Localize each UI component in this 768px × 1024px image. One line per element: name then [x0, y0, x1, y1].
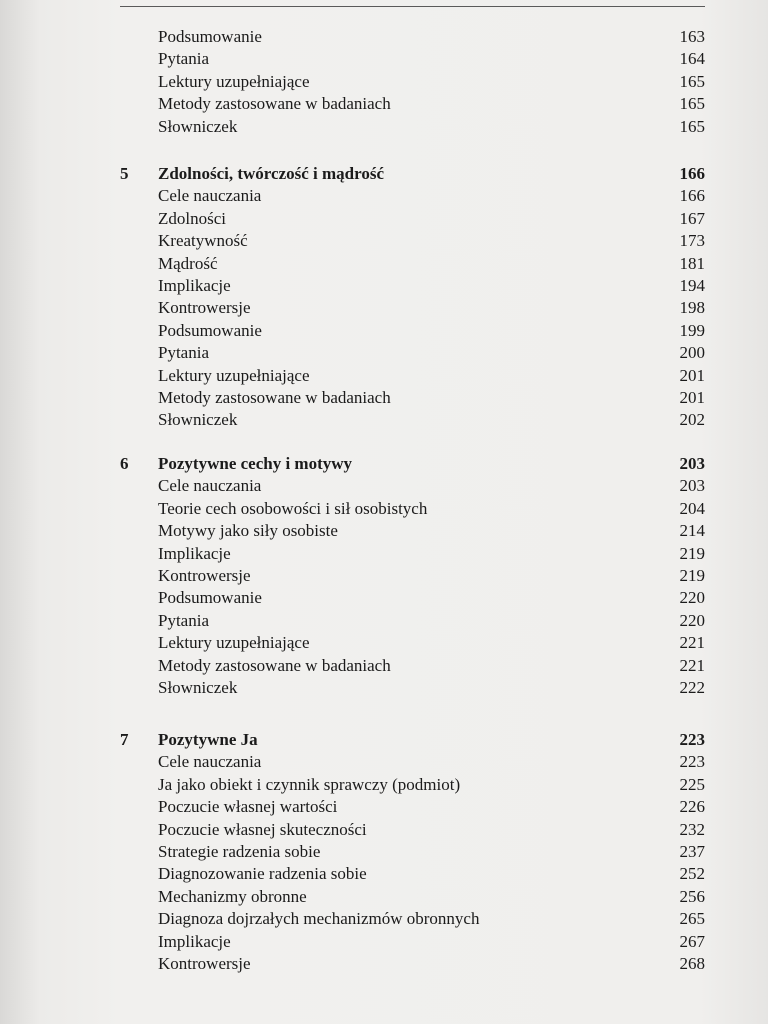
chapter-title: Zdolności, twórczość i mądrość [158, 164, 385, 183]
toc-entry [120, 587, 705, 609]
toc-entry-title: Mechanizmy obronne [158, 886, 307, 906]
toc-entry-page-number: 237 [679, 842, 705, 861]
toc-entry-page-number: 194 [679, 276, 705, 295]
toc-entry [120, 655, 705, 677]
toc-entry-title: Lektury uzupełniające [158, 71, 310, 91]
toc-entry-page-number: 181 [679, 253, 705, 273]
toc-entry [120, 610, 705, 632]
toc-entry [120, 632, 705, 654]
toc-entry-title: Pytania [158, 49, 209, 69]
toc-entry-title: Implikacje [158, 931, 231, 951]
toc-entry [120, 796, 705, 818]
toc-entry-title: Lektury uzupełniające [158, 633, 310, 653]
toc-entry [120, 409, 705, 431]
toc-entry [120, 498, 705, 520]
toc-entry [120, 520, 705, 542]
toc-entry [120, 116, 705, 138]
toc-entry [120, 863, 705, 885]
toc-entry [120, 387, 705, 409]
toc-entry-page-number: 202 [679, 410, 705, 430]
toc-entry-title: Mądrość [158, 253, 218, 273]
toc-entry-page-number: 166 [679, 186, 705, 206]
chapter-title: Pozytywne cechy i motywy [158, 454, 353, 473]
toc-entry-page-number: 200 [679, 343, 705, 363]
toc-entry-title: Cele nauczania [158, 476, 262, 496]
chapter-number: 5 [120, 164, 129, 183]
toc-entry-page-number: 165 [679, 71, 705, 91]
toc-entry-page-number: 167 [679, 208, 705, 228]
toc-entry [120, 93, 705, 115]
chapter-heading [120, 729, 705, 751]
toc-entry [120, 48, 705, 70]
toc-entry-title: Kontrowersje [158, 298, 251, 318]
toc-entry [120, 475, 705, 497]
toc-entry-title: Ja jako obiekt i czynnik sprawczy (podmiot) [158, 774, 461, 794]
toc-entry [120, 931, 705, 953]
toc-entry-page-number: 198 [679, 298, 705, 318]
toc-entry-page-number: 201 [679, 388, 705, 407]
toc-entry-page-number: 219 [679, 543, 705, 563]
chapter-number: 6 [120, 454, 129, 473]
toc-entry-page-number: 201 [679, 365, 705, 385]
toc-entry-page-number: 199 [679, 320, 705, 340]
toc-entry-title: Podsumowanie [158, 320, 262, 340]
toc-entry-title: Diagnoza dojrzałych mechanizmów obronnych [158, 909, 480, 929]
toc-entry-page-number: 203 [679, 476, 705, 496]
toc-entry-page-number: 232 [679, 819, 705, 839]
toc-entry-page-number: 222 [679, 678, 705, 697]
toc-entry [120, 908, 705, 930]
toc-entry-page-number: 265 [679, 909, 705, 929]
toc-entry [120, 774, 705, 796]
toc-entry-page-number: 214 [679, 521, 705, 541]
toc-entry-page-number: 164 [679, 49, 705, 69]
toc-entry-page-number: 220 [679, 610, 705, 630]
chapter-page-number: 203 [679, 454, 705, 473]
chapter-title: Pozytywne Ja [158, 730, 258, 749]
toc-entry [120, 751, 705, 773]
toc-entry-title: Teorie cech osobowości i sił osobistych [158, 498, 428, 518]
toc-entry [120, 26, 705, 48]
toc-entry [120, 71, 705, 93]
toc-entry-page-number: 223 [679, 752, 705, 772]
toc-entry-title: Motywy jako siły osobiste [158, 521, 338, 541]
toc-entry [120, 565, 705, 587]
toc-entry-title: Pytania [158, 343, 209, 363]
toc-entry-title: Metody zastosowane w badaniach [158, 388, 391, 407]
toc-entry-title: Słowniczek [158, 116, 238, 136]
toc-entry [120, 543, 705, 565]
toc-entry-title: Słowniczek [158, 410, 238, 430]
toc-entry-title: Metody zastosowane w badaniach [158, 655, 391, 675]
toc-entry-title: Poczucie własnej skuteczności [158, 819, 367, 839]
toc-entry-page-number: 165 [679, 116, 705, 136]
toc-entry-page-number: 226 [679, 797, 705, 817]
toc-entry-page-number: 204 [679, 498, 705, 518]
toc-entry-page-number: 252 [679, 864, 705, 884]
toc-entry-title: Diagnozowanie radzenia sobie [158, 864, 367, 884]
toc-entry-page-number: 221 [679, 633, 705, 653]
toc-entry-page-number: 163 [679, 27, 705, 46]
toc-entry-title: Poczucie własnej wartości [158, 797, 338, 817]
toc-entry [120, 297, 705, 319]
toc-entry-page-number: 220 [679, 588, 705, 608]
toc-entry [120, 819, 705, 841]
toc-entry-title: Podsumowanie [158, 588, 262, 608]
toc-entry-title: Pytania [158, 610, 209, 630]
toc-entry [120, 886, 705, 908]
toc-entry-title: Kontrowersje [158, 566, 251, 585]
toc-entry-page-number: 221 [679, 655, 705, 675]
chapter-page-number: 223 [679, 730, 705, 749]
toc-entry-title: Cele nauczania [158, 186, 262, 206]
toc-entry [120, 841, 705, 863]
toc-entry [120, 677, 705, 699]
toc-entry-page-number: 165 [679, 94, 705, 114]
toc-entry-page-number: 267 [679, 931, 705, 951]
toc-entry-title: Kreatywność [158, 231, 248, 251]
toc-entry-page-number: 219 [679, 566, 705, 585]
toc-entry-page-number: 268 [679, 954, 705, 973]
toc-entry-title: Lektury uzupełniające [158, 365, 310, 385]
toc-entry [120, 208, 705, 230]
toc-entry-title: Zdolności [158, 208, 226, 228]
toc-entry-title: Kontrowersje [158, 954, 251, 973]
toc-entry-title: Podsumowanie [158, 27, 262, 46]
toc-entry-title: Strategie radzenia sobie [158, 842, 321, 861]
toc-entry [120, 253, 705, 275]
toc-entry [120, 185, 705, 207]
toc-entry-title: Metody zastosowane w badaniach [158, 94, 391, 114]
toc-entry-title: Cele nauczania [158, 752, 262, 772]
toc-entry-page-number: 256 [679, 886, 705, 906]
toc-entry-title: Implikacje [158, 543, 231, 563]
chapter-heading [120, 163, 705, 185]
toc-entry [120, 320, 705, 342]
toc-entry [120, 342, 705, 364]
chapter-heading [120, 453, 705, 475]
toc-entry [120, 953, 705, 975]
toc-entry-page-number: 173 [679, 231, 705, 251]
chapter-number: 7 [120, 730, 129, 749]
toc-entry [120, 275, 705, 297]
toc-entry-page-number: 225 [679, 774, 705, 794]
toc-entry [120, 365, 705, 387]
toc-entry [120, 230, 705, 252]
toc-entry-title: Słowniczek [158, 678, 238, 697]
toc-entry-title: Implikacje [158, 276, 231, 295]
chapter-page-number: 166 [679, 164, 705, 183]
